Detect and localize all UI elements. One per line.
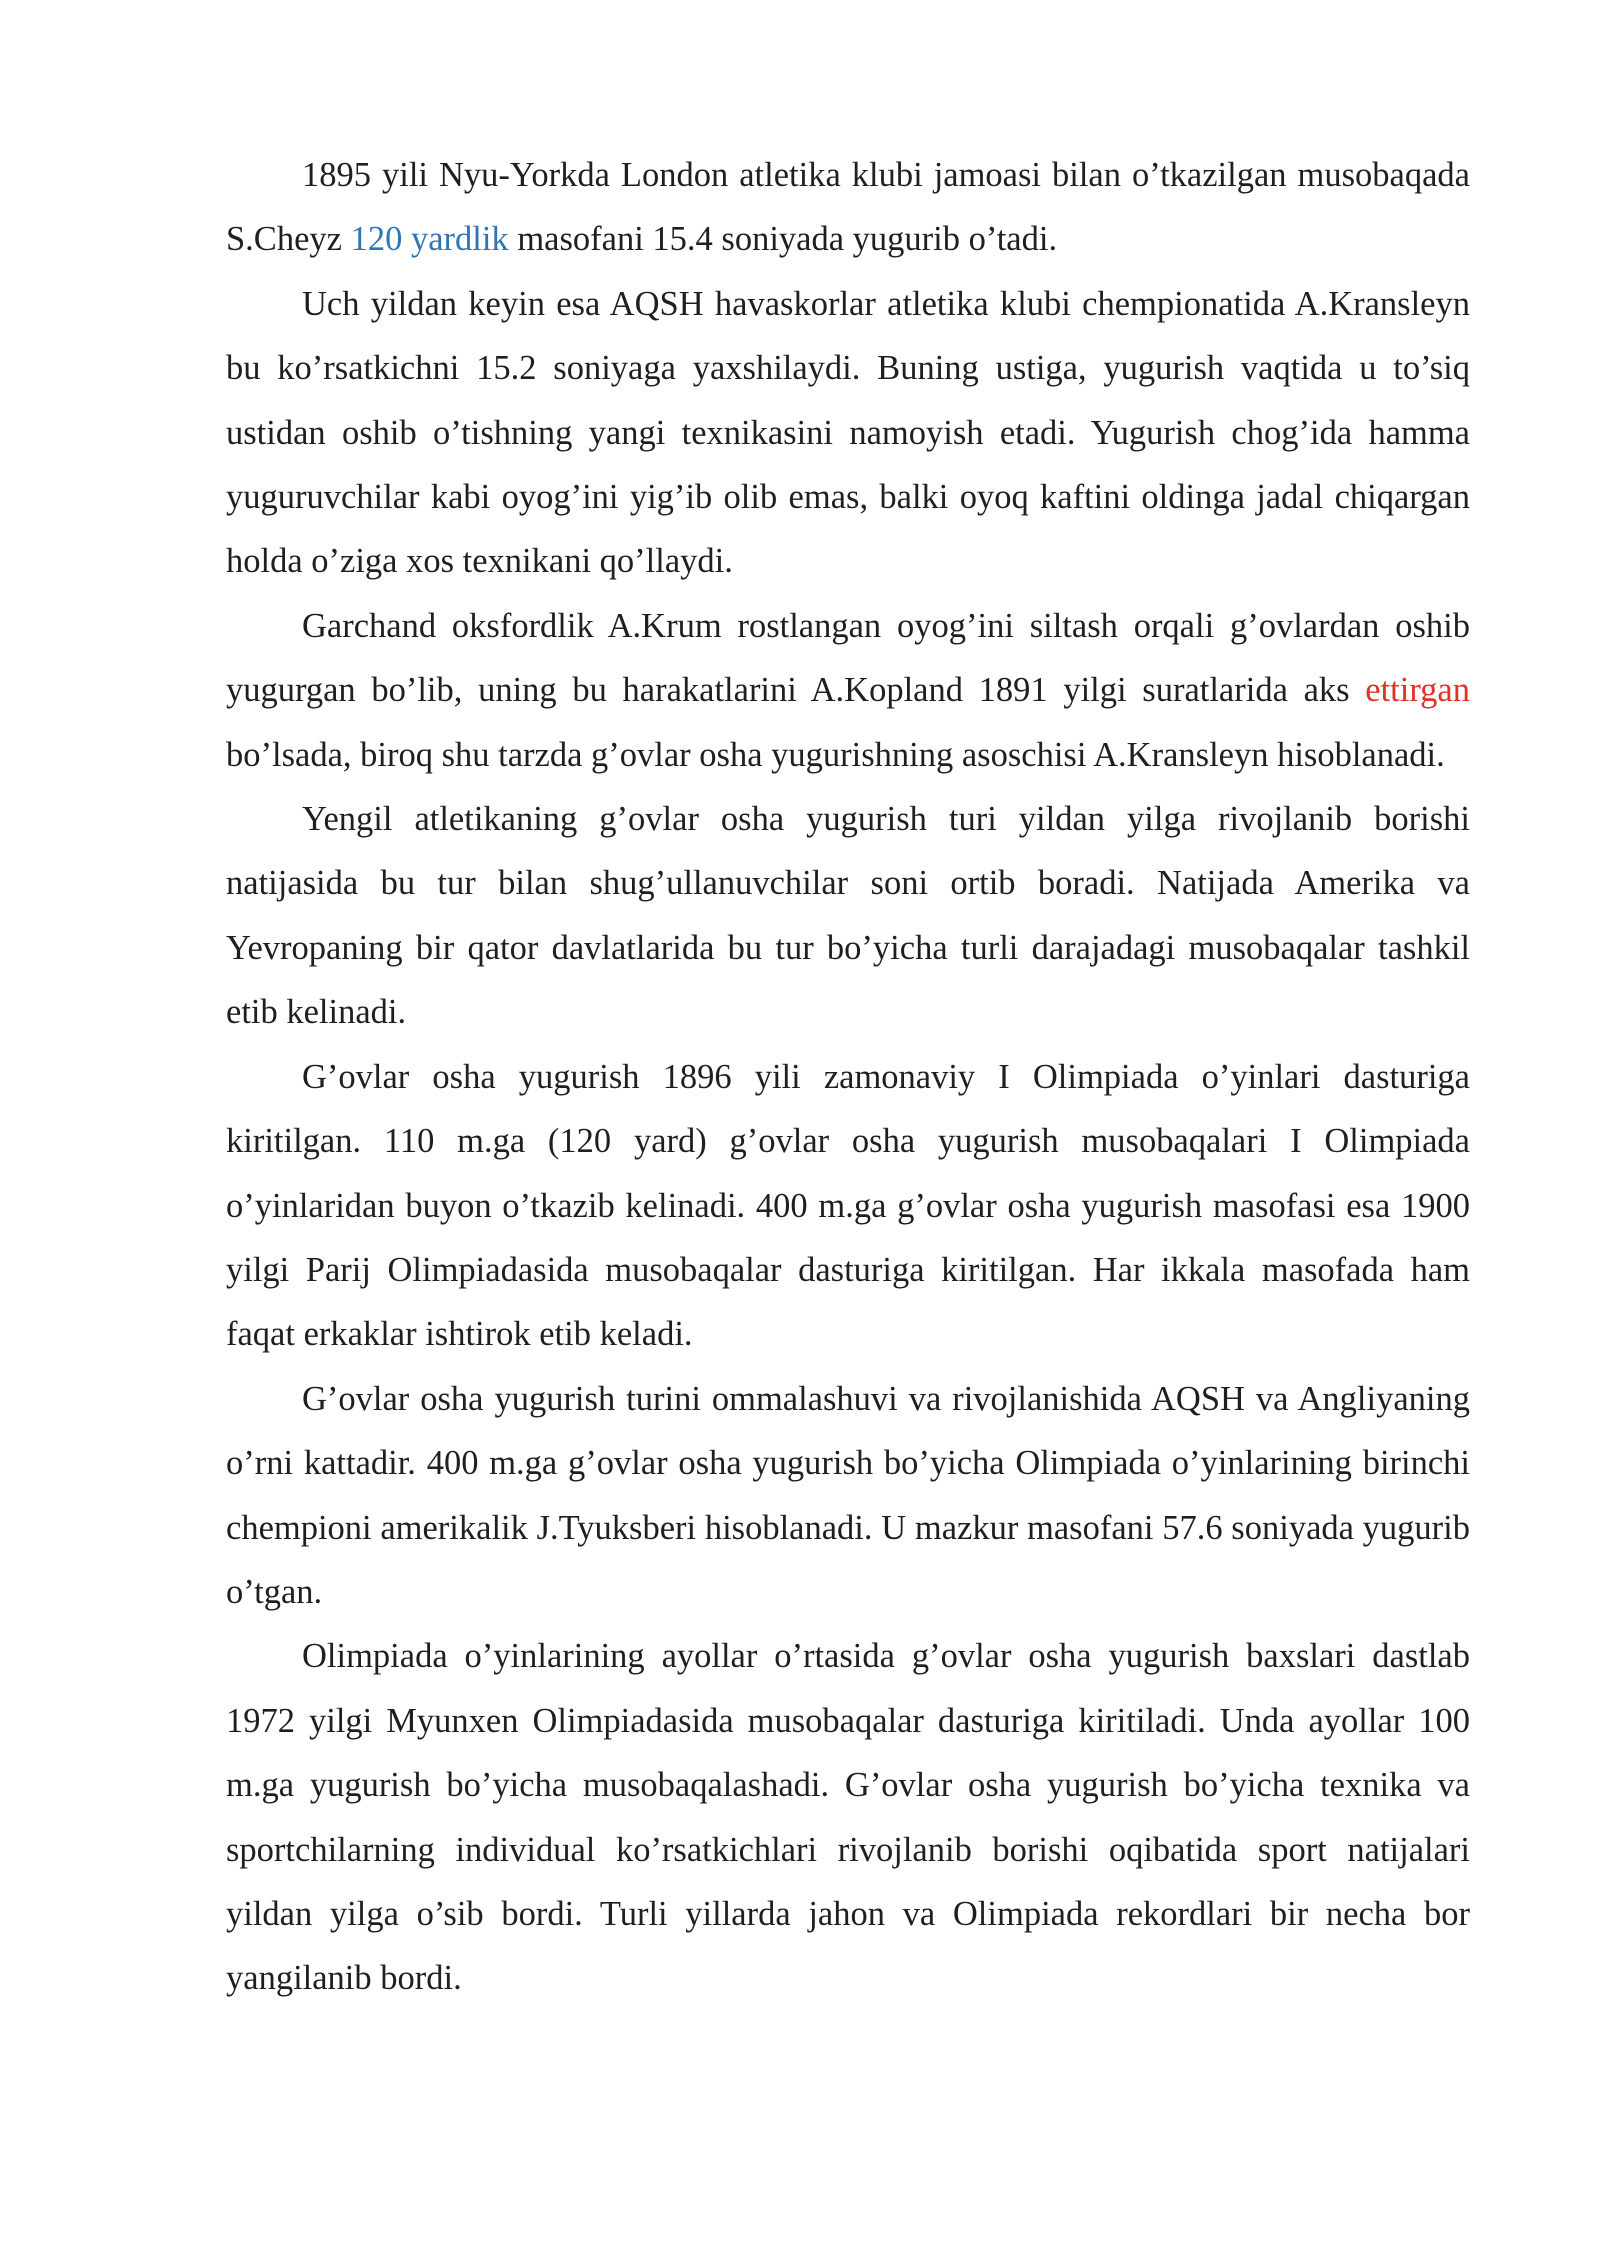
paragraph-1 (226, 143, 1470, 272)
paragraph-7 (226, 1624, 1470, 2010)
paragraph-5-text: G’ovlar osha yugurish 1896 yili zamonaviy I Olimpiada o’yinlari dasturiga kiritilgan. 110 m.ga (120 yard) g’ovlar osha yugurish musobaqalari I Olimpiada o’yinlaridan buyon o’tkazib kelinadi. 400 m.ga g’ovlar osha yugurish masofasi esa 1900 yilgi Parij Olimpiadasida musobaqalar dasturiga kiritilgan. Har ikkala masofada ham faqat erkaklar ishtirok etib keladi. (226, 1057, 1470, 1354)
document-page (226, 143, 1470, 2011)
paragraph-6 (226, 1367, 1470, 1625)
paragraph-2 (226, 272, 1470, 594)
paragraph-3-text-start: Garchand oksfordlik A.Krum rostlangan oyog’ini siltash orqali g’ovlardan oshib yugurgan bo’lib, uning bu harakatlarini A.Kopland 1891 yilgi suratlarida aks (226, 606, 1470, 710)
paragraph-2-text: Uch yildan keyin esa AQSH havaskorlar atletika klubi chempionatida A.Kransleyn bu ko’rsatkichni 15.2 soniyaga yaxshilaydi. Buning ustiga, yugurish vaqtida u to’siq ustidan oshib o’tishning yangi texnikasini namoyish etadi. Yugurish chog’ida hamma yuguruvchilar kabi oyog’ini yig’ib olib emas, balki oyoq kaftini oldinga jadal chiqargan holda o’ziga xos texnikani qo’llaydi. (226, 284, 1470, 581)
paragraph-1-text-end: masofani 15.4 soniyada yugurib o’tadi. (508, 220, 1058, 259)
paragraph-6-text: G’ovlar osha yugurish turini ommalashuvi va rivojlanishida AQSH va Angliyaning o’rni kattadir. 400 m.ga g’ovlar osha yugurish bo’yicha Olimpiada o’yinlarining birinchi chempioni amerikalik J.Tyuksberi hisoblanadi. U mazkur masofani 57.6 soniyada yugurib o’tgan. (226, 1379, 1470, 1611)
paragraph-5 (226, 1045, 1470, 1367)
paragraph-3-text-end: bo’lsada, biroq shu tarzda g’ovlar osha yugurishning asoschisi A.Kransleyn hisoblanadi. (226, 735, 1445, 774)
paragraph-1-text-start: 1895 yili Nyu-Yorkda London atletika klubi jamoasi bilan o’tkazilgan musobaqada S.Cheyz (226, 156, 1470, 259)
paragraph-7-text: Olimpiada o’yinlarining ayollar o’rtasida g’ovlar osha yugurish baxslari dastlab 1972 yilgi Myunxen Olimpiadasida musobaqalar dasturiga kiritiladi. Unda ayollar 100 m.ga yugurish bo’yicha musobaqalashadi. G’ovlar osha yugurish bo’yicha texnika va sportchilarning individual ko’rsatkichlari rivojlanib borishi oqibatida sport natijalari yildan yilga o’sib bordi. Turli yillarda jahon va Olimpiada rekordlari bir necha bor yangilanib bordi. (226, 1637, 1470, 1998)
highlighted-text-ettirgan: ettirgan (1365, 671, 1470, 710)
paragraph-4-text: Yengil atletikaning g’ovlar osha yugurish turi yildan yilga rivojlanib borishi natijasida bu tur bilan shug’ullanuvchilar soni ortib boradi. Natijada Amerika va Yevropaning bir qator davlatlarida bu tur bo’yicha turli darajadagi musobaqalar tashkil etib kelinadi. (226, 800, 1470, 1032)
highlighted-text-yardlik: 120 yardlik (350, 220, 509, 259)
paragraph-3 (226, 594, 1470, 787)
paragraph-4 (226, 787, 1470, 1045)
